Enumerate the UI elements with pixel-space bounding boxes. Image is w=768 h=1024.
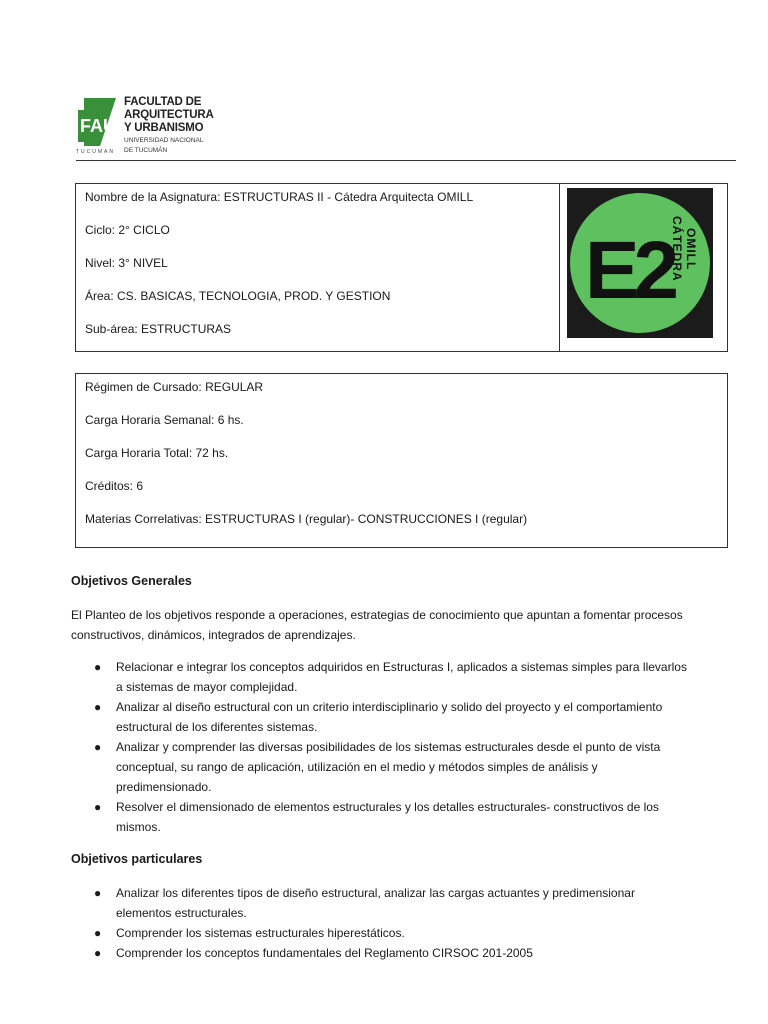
list-item (71, 923, 721, 943)
emblem-catedra-text: CÁTEDRA (670, 216, 684, 282)
general-objectives-list (71, 657, 721, 837)
list-item (71, 797, 721, 837)
bullet-icon: ● (94, 740, 102, 754)
general-objectives-heading: Objetivos Generales (71, 574, 192, 588)
particular-objectives-heading: Objetivos particulares (71, 852, 203, 866)
list-item-line: estructural de los diferentes sistemas. (116, 720, 318, 734)
emblem-omill-text: OMILL (684, 228, 698, 271)
subject-area: Área: CS. BASICAS, TECNOLOGIA, PROD. Y GESTION (85, 289, 391, 303)
subject-name: Nombre de la Asignatura: ESTRUCTURAS II - Cátedra Arquitecta OMILL (85, 190, 474, 204)
list-item-line: elementos estructurales. (116, 906, 247, 920)
fau-logo-icon (76, 96, 120, 150)
intro-line-2: constructivos, dinámicos, integrados de aprendizajes. (71, 628, 356, 642)
institution-line-3: Y URBANISMO (124, 122, 204, 134)
emblem-cell (559, 184, 727, 351)
bullet-icon: ● (94, 800, 102, 814)
bullet-icon: ● (94, 700, 102, 714)
subject-fields (76, 184, 560, 351)
correlative-subjects: Materias Correlativas: ESTRUCTURAS I (regular)- CONSTRUCCIONES I (regular) (85, 512, 528, 526)
list-item (71, 737, 721, 797)
intro-line-1: El Planteo de los objetivos responde a operaciones, estrategias de conocimiento que apuntan a fomentar procesos (71, 608, 683, 622)
list-item-line: mismos. (116, 820, 161, 834)
general-objectives-intro (71, 605, 731, 645)
particular-objectives-list (71, 883, 721, 963)
list-item-line: Analizar los diferentes tipos de diseño estructural, analizar las cargas actuantes y predimensionar (116, 886, 635, 900)
weekly-hours: Carga Horaria Semanal: 6 hs. (85, 413, 244, 427)
list-item-line: Resolver el dimensionado de elementos estructurales y los detalles estructurales- constructivos de los (116, 800, 659, 814)
subject-subarea: Sub-área: ESTRUCTURAS (85, 322, 232, 336)
subject-info-box (75, 183, 728, 352)
list-item-line: Comprender los conceptos fundamentales del Reglamento CIRSOC 201-2005 (116, 946, 533, 960)
list-item-line: conceptual, su rango de aplicación, utilización en el medio y métodos simples de análisis y (116, 760, 598, 774)
institution-line-1: FACULTAD DE (124, 96, 202, 108)
regime-type: Régimen de Cursado: REGULAR (85, 380, 264, 394)
catedra-emblem (567, 188, 713, 338)
header-divider (76, 160, 736, 161)
e2-emblem-icon (567, 188, 713, 338)
total-hours: Carga Horaria Total: 72 hs. (85, 446, 229, 460)
subject-cycle: Ciclo: 2° CICLO (85, 223, 170, 237)
list-item-line: Analizar y comprender las diversas posibilidades de los sistemas estructurales desde el punto de vista (116, 740, 661, 754)
fau-logo (76, 96, 216, 160)
bullet-icon: ● (94, 660, 102, 674)
bullet-icon: ● (94, 926, 102, 940)
institution-line-2: ARQUITECTURA (124, 109, 214, 121)
university-line-2: DE TUCUMÁN (124, 146, 168, 154)
university-line-1: UNIVERSIDAD NACIONAL (124, 137, 204, 144)
list-item (71, 943, 721, 963)
regime-info-box (75, 373, 728, 548)
list-item-line: Analizar al diseño estructural con un criterio interdisciplinario y solido del proyecto y el comportamiento (116, 700, 663, 714)
emblem-main-text: E2 (584, 225, 674, 316)
logo-institution (124, 96, 214, 154)
subject-level: Nivel: 3° NIVEL (85, 256, 168, 270)
list-item (71, 697, 721, 737)
bullet-icon: ● (94, 946, 102, 960)
list-item-line: a sistemas de mayor complejidad. (116, 680, 298, 694)
logo-mark-text: FAU (80, 116, 116, 136)
logo-city: TUCUMAN (76, 149, 115, 155)
list-item (71, 883, 721, 923)
list-item-line: Relacionar e integrar los conceptos adquiridos en Estructuras I, aplicados a sistemas simples para llevarlos (116, 660, 687, 674)
bullet-icon: ● (94, 886, 102, 900)
list-item-line: Comprender los sistemas estructurales hiperestáticos. (116, 926, 405, 940)
list-item-line: predimensionado. (116, 780, 212, 794)
credits: Créditos: 6 (85, 479, 144, 493)
list-item (71, 657, 721, 697)
